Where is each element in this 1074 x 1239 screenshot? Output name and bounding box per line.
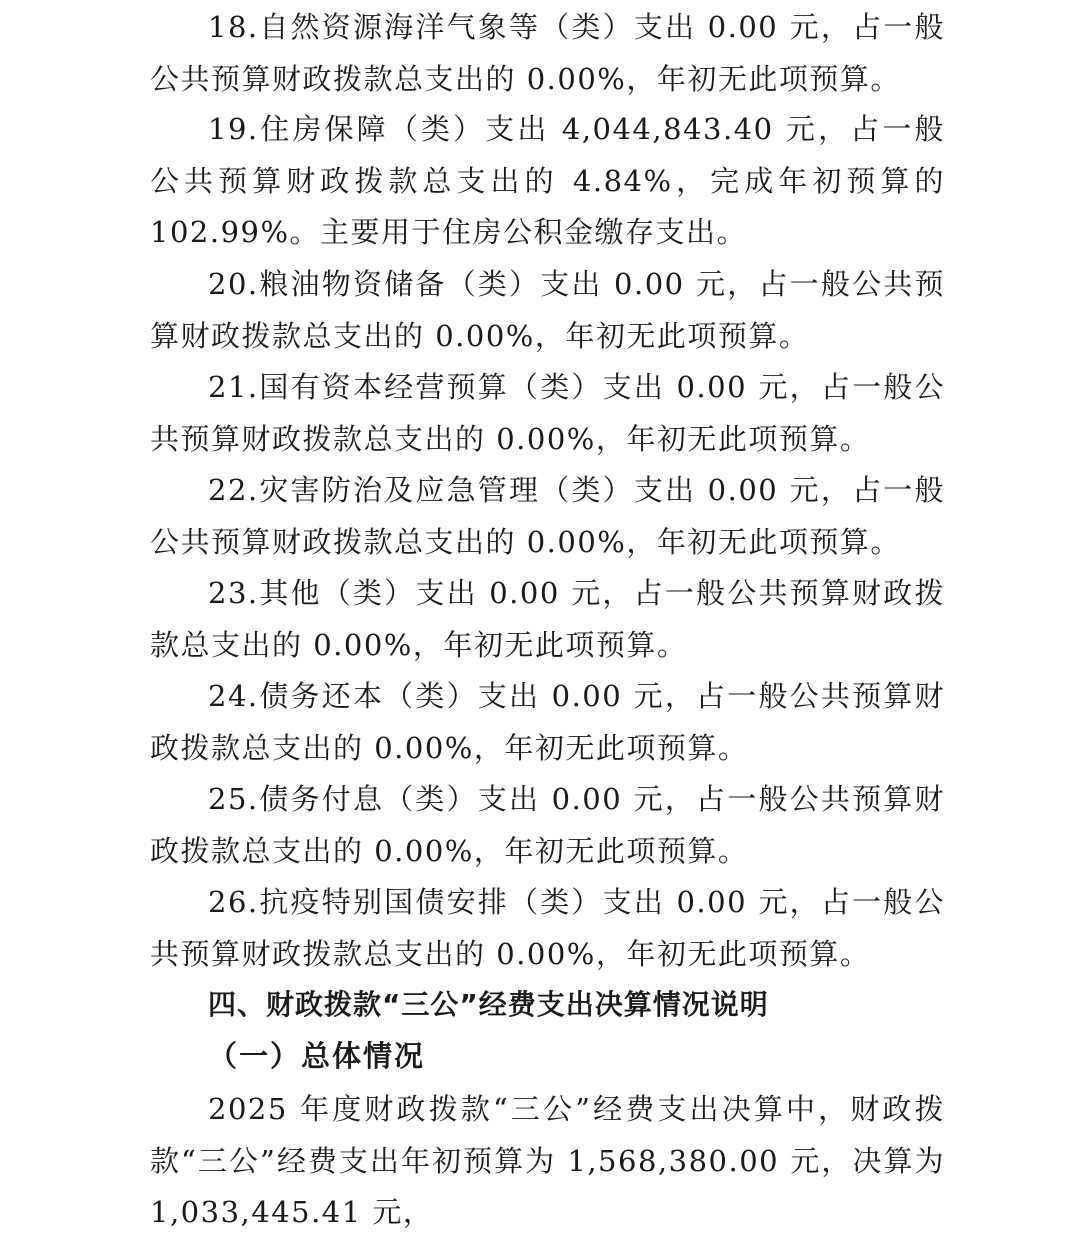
paragraph-item-18: 18.自然资源海洋气象等（类）支出 0.00 元，占一般公共预算财政拨款总支出的 0.00%，年初无此项预算。 <box>150 10 945 96</box>
paragraph-item-25: 25.债务付息（类）支出 0.00 元，占一般公共预算财政拨款总支出的 0.00%，年初无此项预算。 <box>150 782 945 868</box>
subsection-heading: （一）总体情况 <box>208 1039 426 1073</box>
paragraph-item-23: 23.其他（类）支出 0.00 元，占一般公共预算财政拨款总支出的 0.00%，年初无此项预算。 <box>150 576 945 662</box>
paragraph-item-19: 19.住房保障（类）支出 4,044,843.40 元，占一般公共预算财政拨款总支出的 4.84%，完成年初预算的 102.99%。主要用于住房公积金缴存支出。 <box>150 112 945 249</box>
closing-paragraph: 2025 年度财政拨款“三公”经费支出决算中，财政拨款“三公”经费支出年初预算为 1,568,380.00 元，决算为 1,033,445.41 元， <box>150 1092 945 1229</box>
paragraph-item-26: 26.抗疫特别国债安排（类）支出 0.00 元，占一般公共预算财政拨款总支出的 0.00%，年初无此项预算。 <box>150 885 945 971</box>
paragraph-item-22: 22.灾害防治及应急管理（类）支出 0.00 元，占一般公共预算财政拨款总支出的 0.00%，年初无此项预算。 <box>150 473 945 559</box>
paragraph-item-21: 21.国有资本经营预算（类）支出 0.00 元，占一般公共预算财政拨款总支出的 0.00%，年初无此项预算。 <box>150 370 945 456</box>
paragraph-item-20: 20.粮油物资储备（类）支出 0.00 元，占一般公共预算财政拨款总支出的 0.00%，年初无此项预算。 <box>150 267 945 353</box>
section-heading: 四、财政拨款“三公”经费支出决算情况说明 <box>208 988 769 1021</box>
paragraph-item-24: 24.债务还本（类）支出 0.00 元，占一般公共预算财政拨款总支出的 0.00%，年初无此项预算。 <box>150 679 945 765</box>
